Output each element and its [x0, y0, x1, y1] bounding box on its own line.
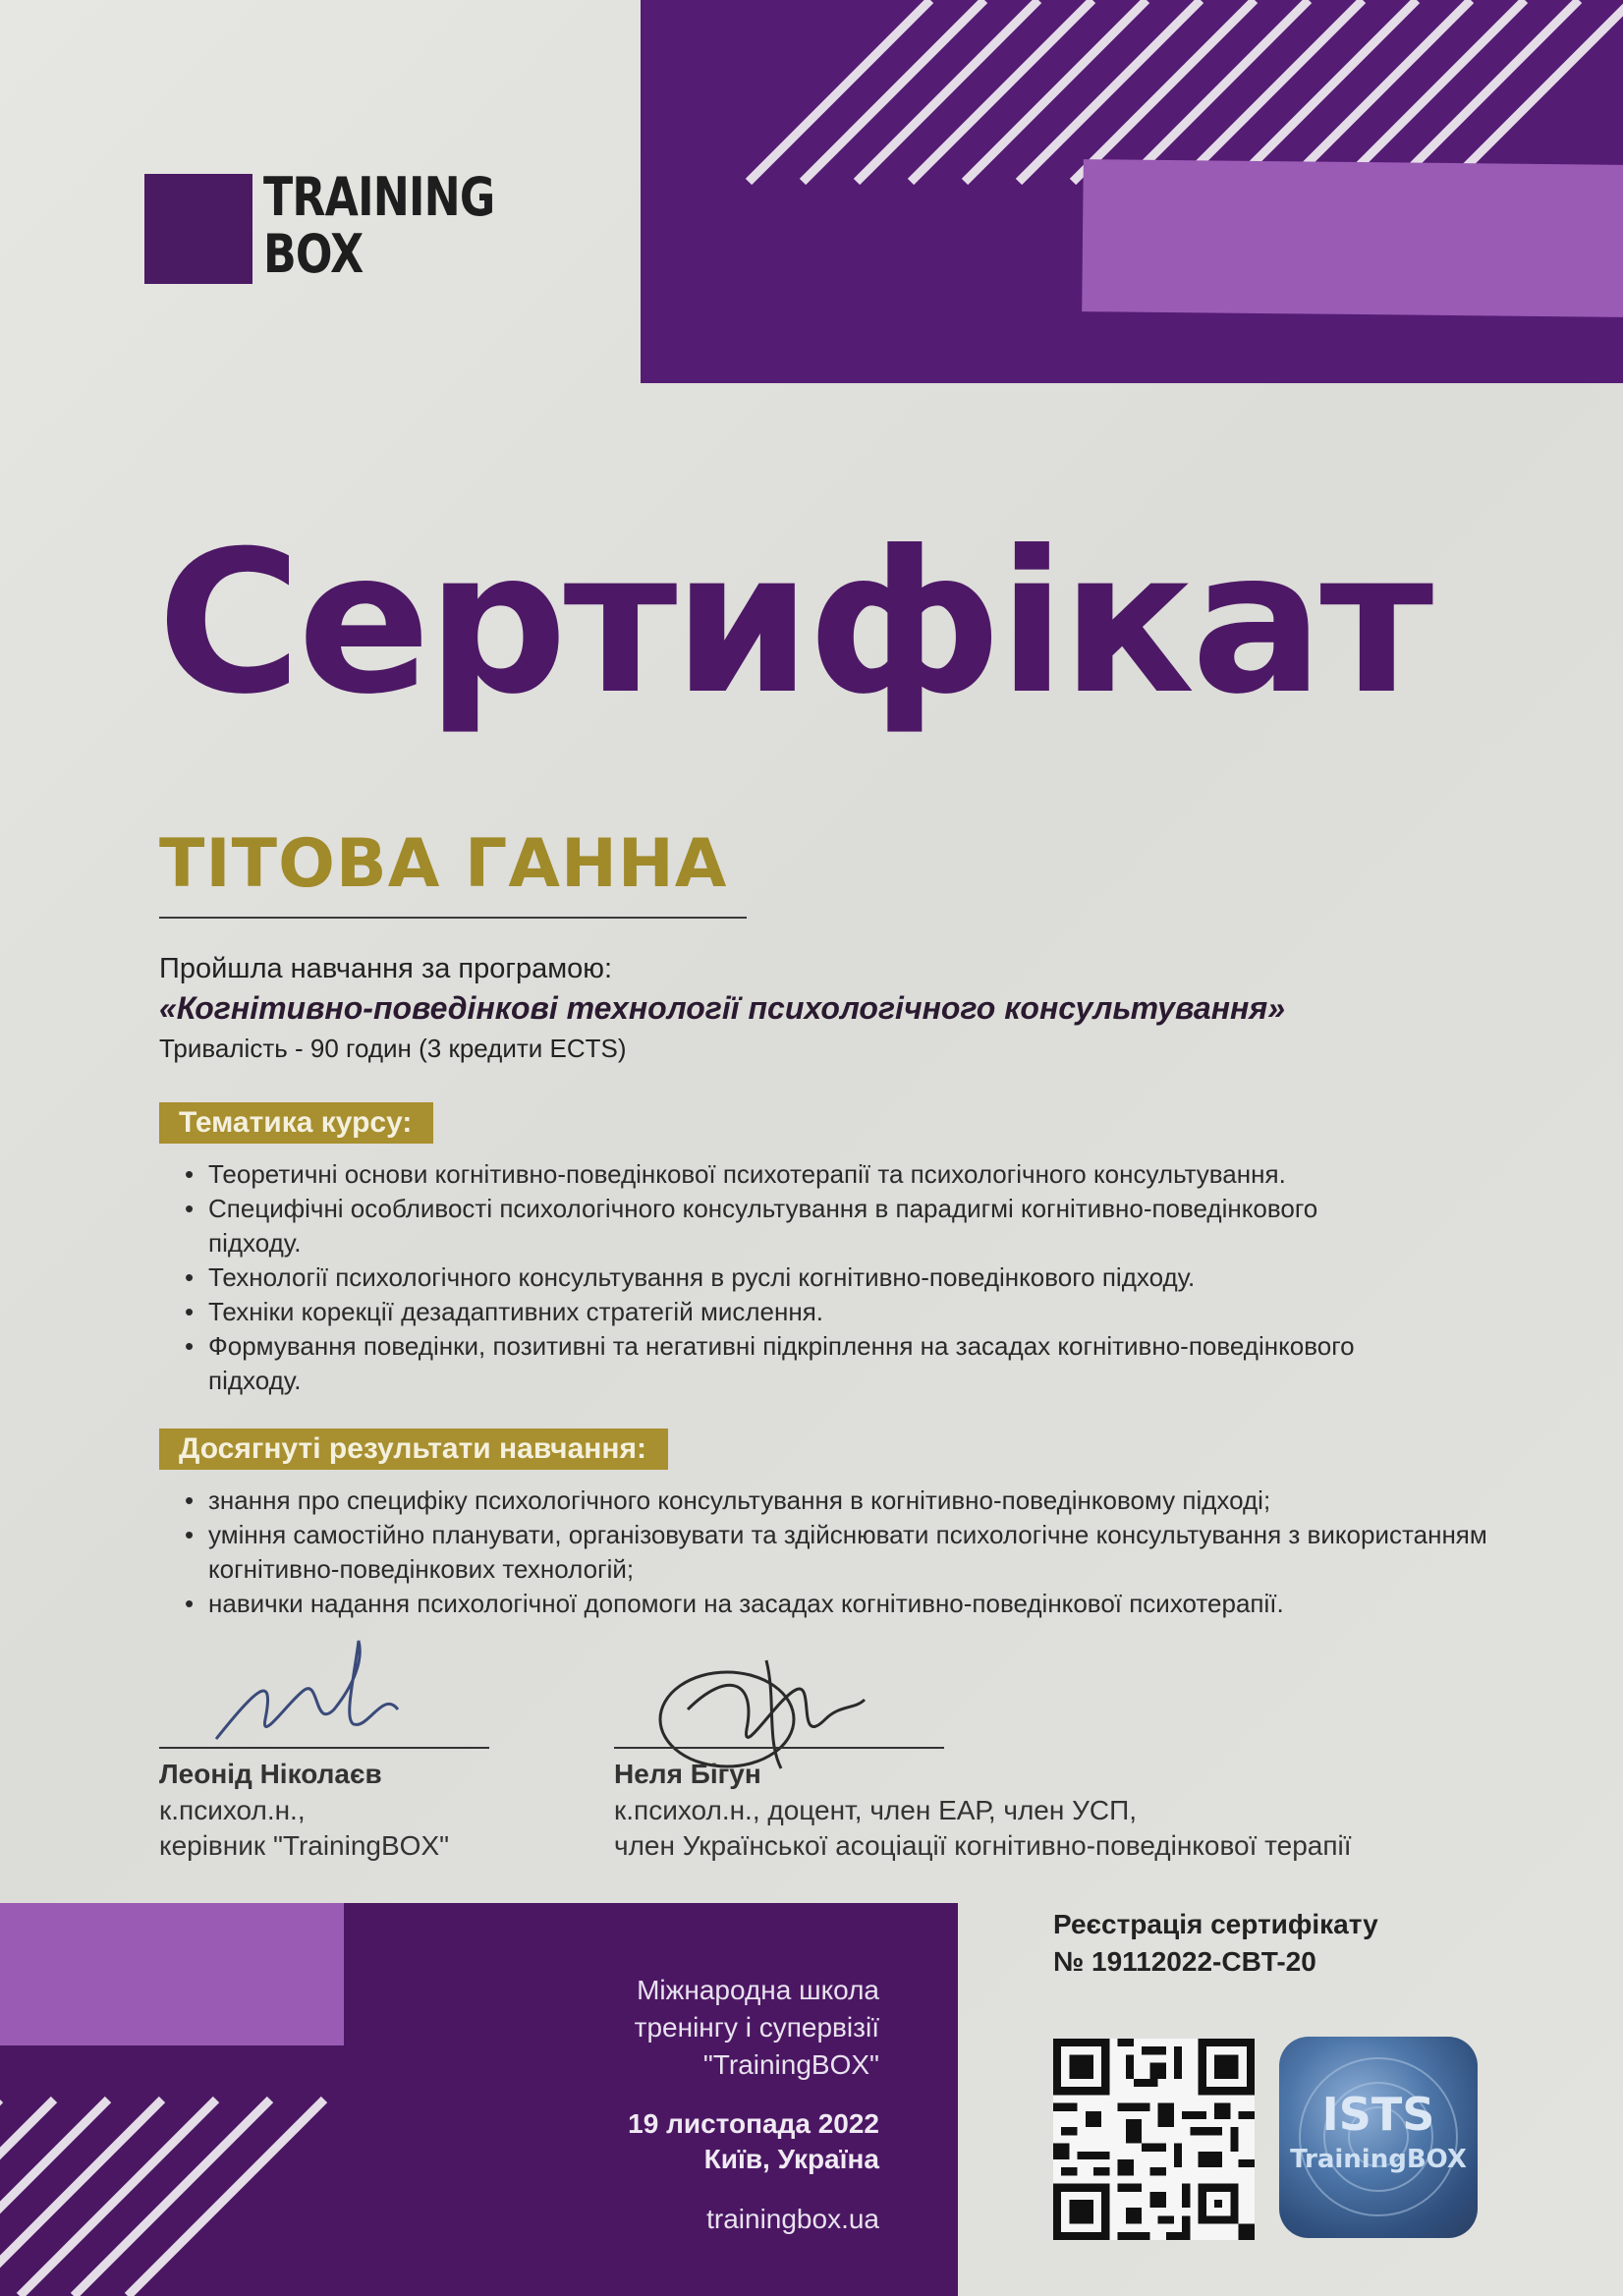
school-line-1: Міжнародна школа	[637, 1975, 879, 2005]
list-item	[179, 1157, 1515, 1192]
website-link[interactable]: trainingbox.ua	[706, 2204, 879, 2234]
signature-2	[648, 1641, 874, 1778]
list-item	[179, 1295, 1515, 1329]
signature-line-2	[614, 1747, 944, 1749]
result-text: знання про специфіку психологічного консультування в когнітивно-поведінковому підході;	[208, 1485, 1271, 1515]
list-item	[179, 1192, 1358, 1260]
bottom-decorative-banner	[0, 1903, 958, 2296]
topic-text: Теоретичні основи когнітивно-поведінкової психотерапії та психологічного консультування.	[208, 1159, 1286, 1189]
school-name	[0, 1972, 879, 2084]
recipient-name: ТІТОВА ГАННА	[159, 825, 728, 903]
issue-place: Київ, Україна	[703, 2144, 879, 2174]
topic-text: Техніки корекції дезадаптивних стратегій мислення.	[208, 1297, 823, 1326]
hologram-label-bottom: TrainingBOX	[1290, 2145, 1467, 2174]
logo-line-1: TRAINING	[263, 166, 495, 228]
hologram-label-top: ISTS	[1321, 2088, 1435, 2141]
top-decorative-banner	[641, 0, 1623, 383]
program-title: «Когнітивно-поведінкові технології психологічного консультування»	[159, 990, 1286, 1026]
topics-heading: Тематика курсу:	[159, 1102, 433, 1144]
signature-1	[196, 1631, 413, 1759]
signatory-2-role-line-1: к.психол.н., доцент, член ЕАР, член УСП,	[614, 1795, 1138, 1825]
list-item	[179, 1260, 1515, 1295]
list-item	[179, 1587, 1515, 1621]
signatory-1-name: Леонід Ніколаєв	[159, 1759, 382, 1789]
result-text: уміння самостійно планувати, організовувати та здійснювати психологічне консультування з використанням когнітивно-поведінкових технологій;	[208, 1520, 1487, 1584]
qr-code[interactable]	[1053, 2039, 1255, 2240]
signatory-2-role-line-2: член Української асоціації когнітивно-поведінкової терапії	[614, 1830, 1352, 1861]
list-item	[179, 1329, 1427, 1398]
results-list	[179, 1484, 1515, 1621]
signatory-2-role	[614, 1793, 1352, 1864]
issue-date: 19 листопада 2022	[628, 2108, 879, 2139]
result-text: навички надання психологічної допомоги на засадах когнітивно-поведінкової психотерапії.	[208, 1589, 1284, 1618]
signatory-1-role	[159, 1793, 449, 1864]
duration-text: Тривалість - 90 годин (3 кредити ECTS)	[159, 1034, 627, 1063]
signature-line-1	[159, 1747, 489, 1749]
logo-line-2: BOX	[263, 223, 364, 285]
registration-label: Реєстрація сертифікату	[1053, 1909, 1378, 1939]
lavender-block	[1082, 159, 1623, 317]
signatory-1-role-line-1: к.психол.н.,	[159, 1795, 306, 1825]
intro-text: Пройшла навчання за програмою:	[159, 953, 613, 984]
signatory-1-role-line-2: керівник "TrainingBOX"	[159, 1830, 450, 1861]
list-item	[179, 1484, 1515, 1518]
topics-list	[179, 1157, 1515, 1398]
list-item	[179, 1518, 1535, 1587]
hologram-sticker	[1279, 2037, 1478, 2238]
logo-text	[263, 166, 495, 285]
logo-square	[144, 174, 252, 284]
certificate-title: Сертифікат	[157, 509, 1430, 738]
topic-text: Технології психологічного консультування в руслі когнітивно-поведінкового підходу.	[208, 1262, 1196, 1292]
school-line-3: "TrainingBOX"	[702, 2049, 879, 2080]
signatory-2-name: Неля Бігун	[614, 1759, 761, 1789]
school-line-2: тренінгу і супервізії	[634, 2012, 879, 2043]
topic-text: Специфічні особливості психологічного консультування в парадигмі когнітивно-поведінкового підходу.	[208, 1194, 1318, 1258]
issue-info	[570, 2106, 879, 2177]
topic-text: Формування поведінки, позитивні та негативні підкріплення на засадах когнітивно-поведінкового підходу.	[208, 1331, 1355, 1395]
recipient-underline	[159, 917, 747, 919]
registration-number: № 19112022-CBT-20	[1053, 1946, 1316, 1977]
results-heading: Досягнуті результати навчання:	[159, 1428, 668, 1470]
registration-block	[1053, 1906, 1378, 1981]
